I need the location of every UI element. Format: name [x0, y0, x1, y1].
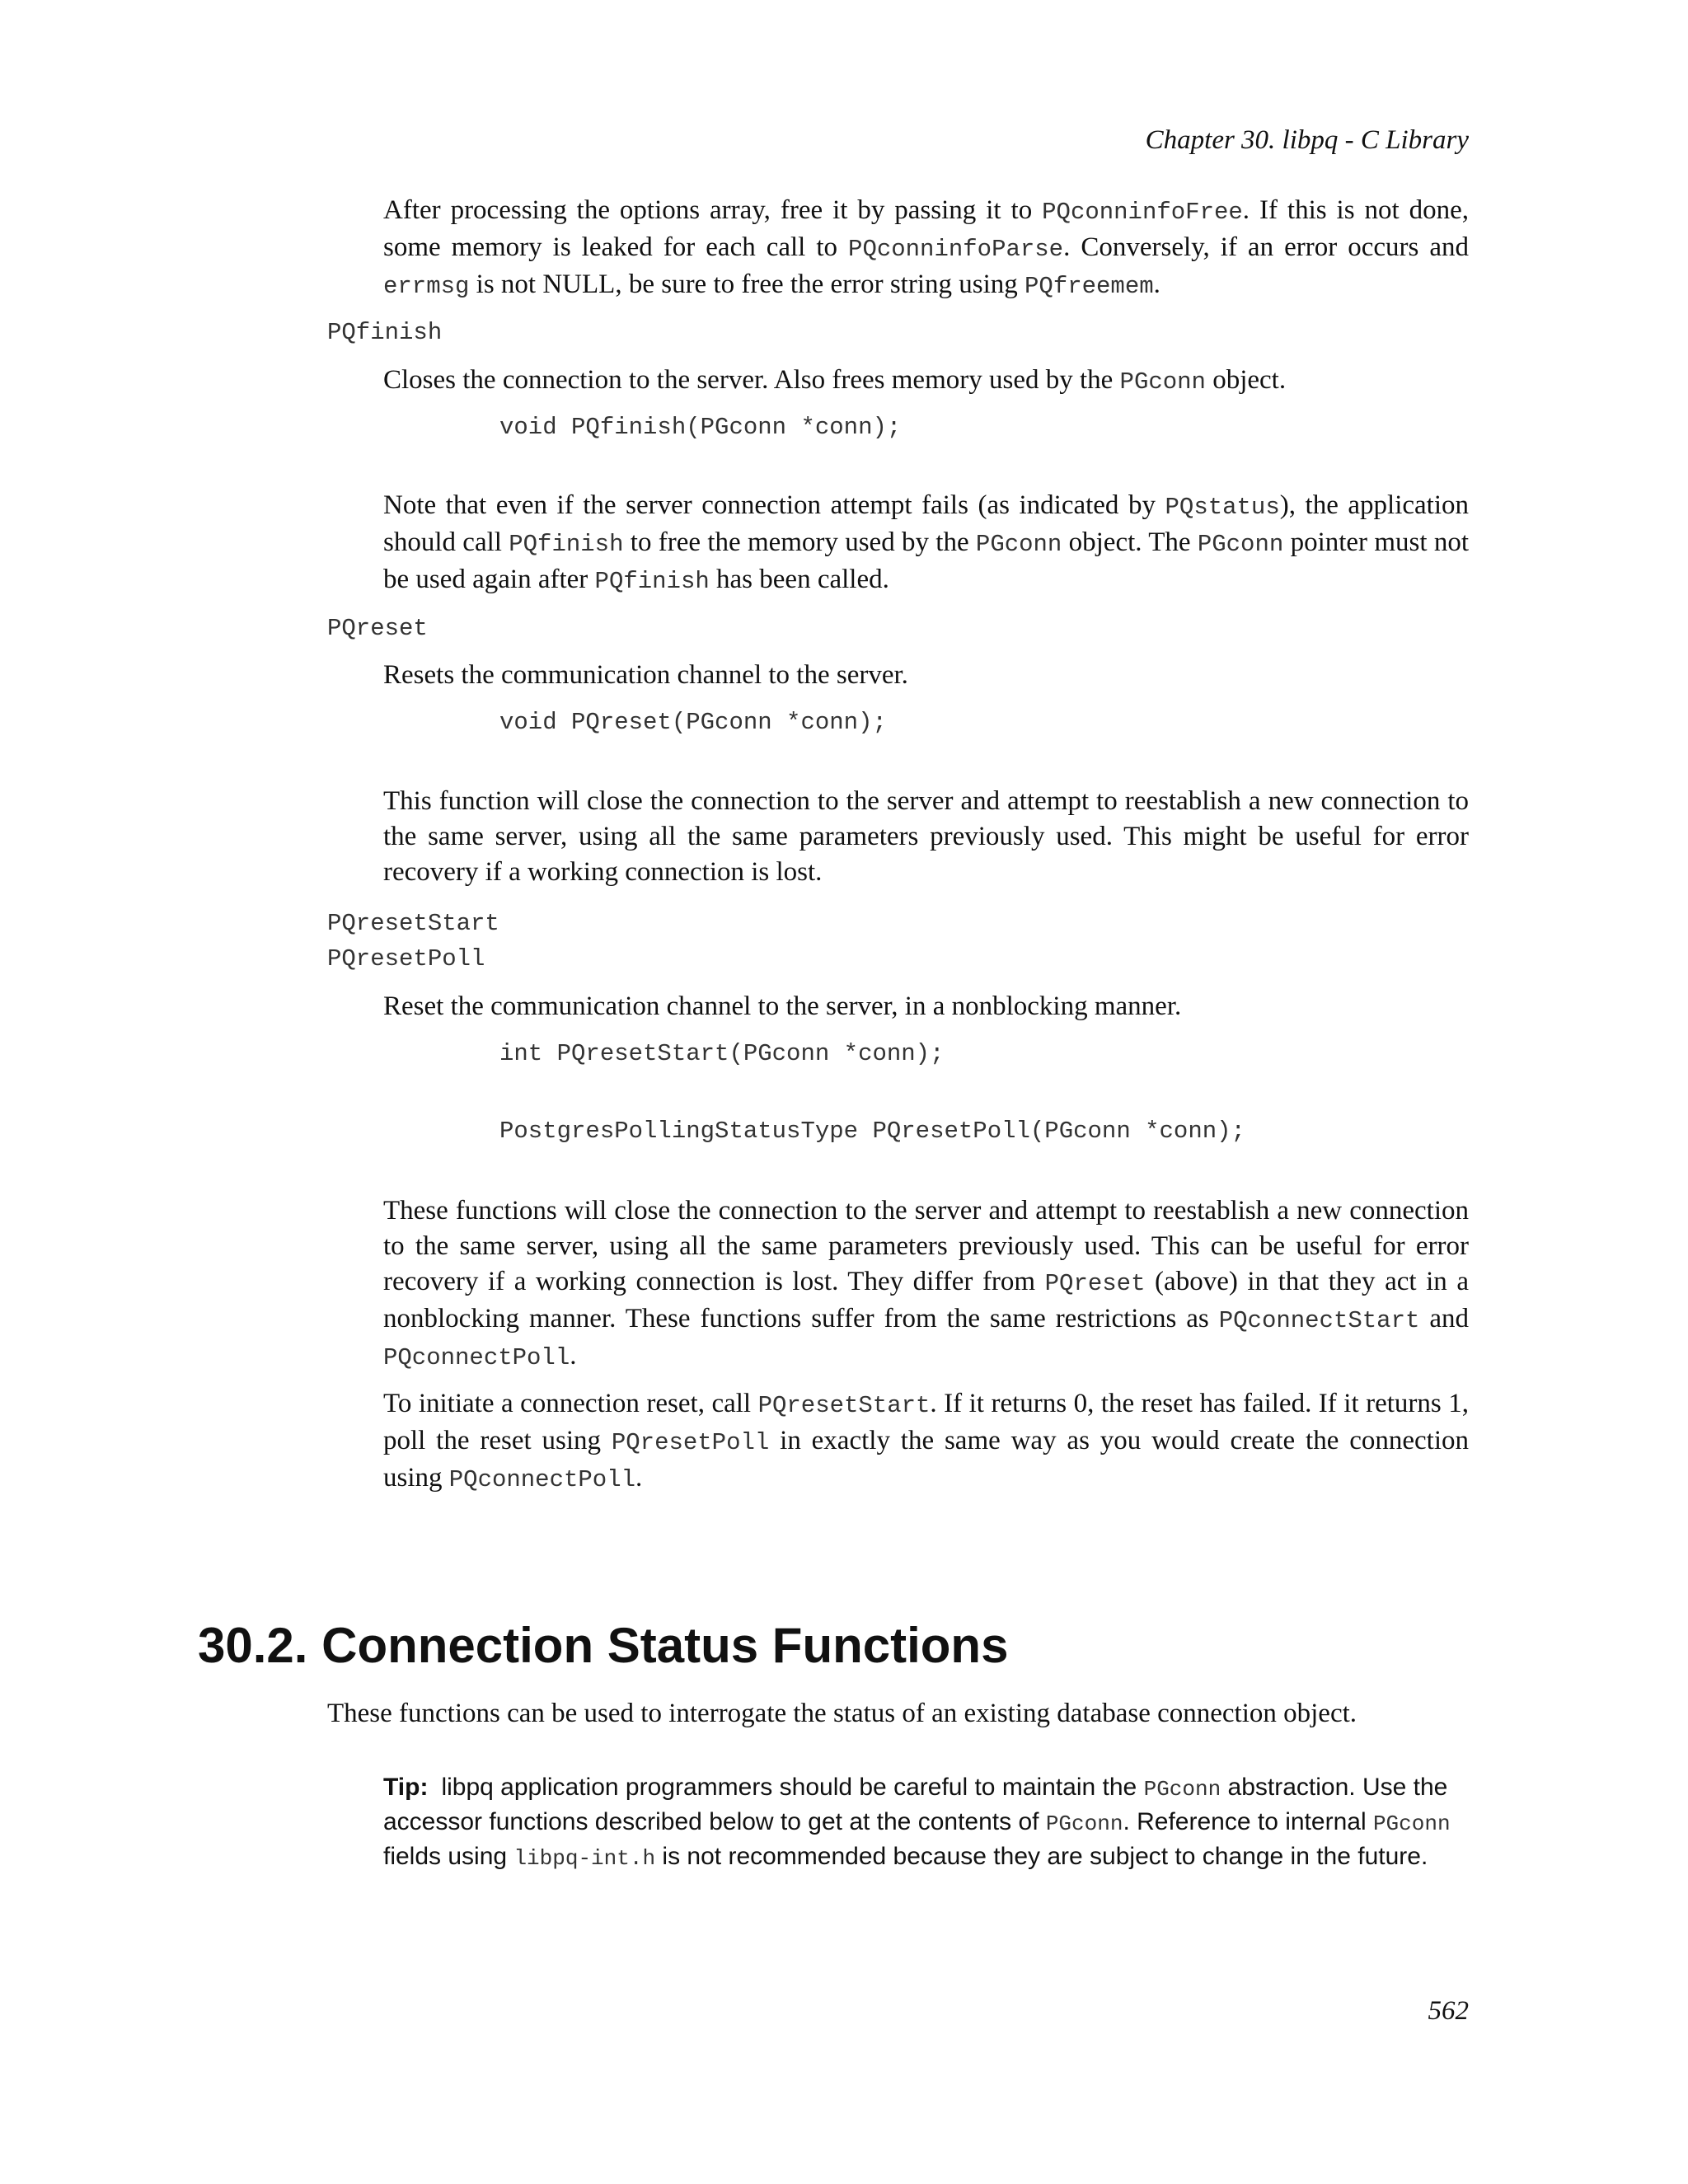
pqfinish-description: Closes the connection to the server. Also frees memory used by the PGconn object. [383, 365, 1287, 396]
term-pqreset: PQreset [327, 615, 428, 642]
pqresetstart-note: These functions will close the connection to the server and attempt to reestablish a new connection to the same server, using all the same parameters previously used. This can be useful for error recovery if a working connection is lost. They differ from PQreset (above) in that they act in a nonblocking manner. These functions suffer from the same restrictions as PQconnectStart and PQconnectPoll. [383, 1196, 1469, 1371]
options-free-paragraph: After processing the options array, free it by passing it to PQconninfoFree. If this is not done, some memory is leaked for each call to PQconninfoParse. Conversely, if an error occurs and errmsg is not NULL, be sure to free the error string using PQfreemem. [383, 195, 1469, 300]
pqresetstart-usage: To initiate a connection reset, call PQresetStart. If it returns 0, the reset has failed. If it returns 1, poll the reset using PQresetPoll in exactly the same way as you would create the connection using PQconnectPoll. [383, 1389, 1470, 1493]
pqreset-description: Resets the communication channel to the server. [383, 660, 908, 690]
term-pqfinish: PQfinish [327, 319, 443, 346]
pqreset-note: This function will close the connection to the server and attempt to reestablish a new connection to the same server, using all the same parameters previously used. This might be useful for error recovery if a working connection is lost. [383, 786, 1469, 887]
pqresetpoll-code: PostgresPollingStatusType PQresetPoll(PGconn *conn); [499, 1118, 1245, 1145]
section-title: 30.2. Connection Status Functions [198, 1618, 1009, 1673]
section-intro: These functions can be used to interrogate the status of an existing database connection object. [327, 1699, 1357, 1728]
pqresetstart-description: Reset the communication channel to the server, in a nonblocking manner. [383, 991, 1182, 1021]
tip-note: Tip: libpq application programmers should be careful to maintain the PGconn abstraction. Use the accessor functions described below to get at the contents of PGconn. Reference to internal PGconn fields using libpq-int.h is not recommended because they are subject to change in the future. [383, 1774, 1451, 1871]
term-pqresetstart: PQresetStart [327, 910, 499, 937]
pqfinish-note: Note that even if the server connection attempt fails (as indicated by PQstatus), the application should call PQfinish to free the memory used by the PGconn object. The PGconn pointer must not be used again after PQfinish has been called. [383, 490, 1470, 595]
page-number: 562 [1428, 1996, 1469, 2026]
tip-label: Tip: [383, 1774, 429, 1801]
pqresetstart-code: int PQresetStart(PGconn *conn); [499, 1040, 945, 1067]
running-header: Chapter 30. libpq - C Library [1145, 125, 1469, 155]
term-pqresetpoll: PQresetPoll [327, 945, 485, 972]
pqfinish-code: void PQfinish(PGconn *conn); [499, 414, 902, 441]
pqreset-code: void PQreset(PGconn *conn); [499, 709, 887, 736]
